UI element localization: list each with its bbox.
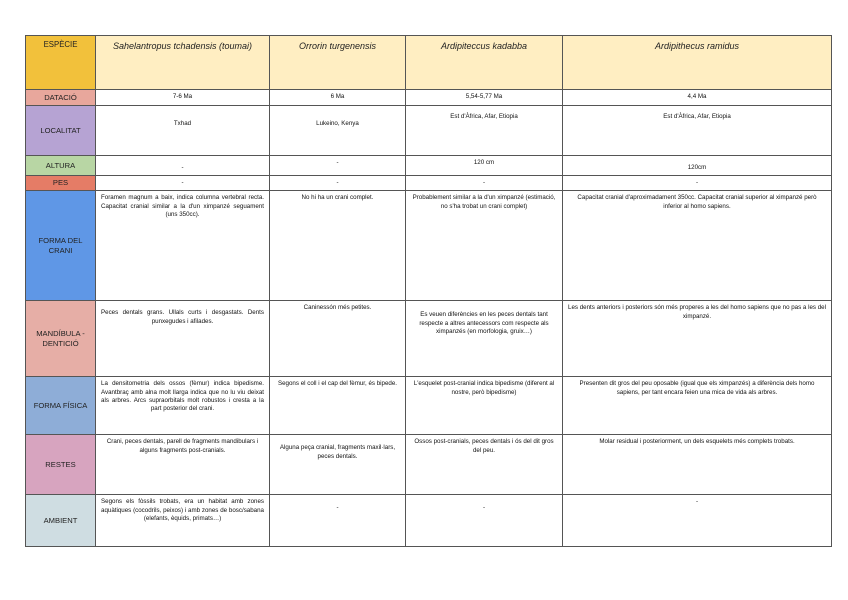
cell-localitat-ramidus: Est d'Àfrica, Afar, Etiopia: [563, 106, 832, 156]
header-species-orrorin: Orrorin turgenensis: [270, 36, 406, 90]
cell-localitat-sahelantropus: Txhad: [96, 106, 270, 156]
row-forma-fisica: [26, 377, 832, 435]
header-species-ardipithecus-kadabba: Ardipiteccus kadabba: [406, 36, 563, 90]
cell-restes-sahelantropus: Crani, peces dentals, parell de fragments mandibulars i alguns fragments post-cranials.: [96, 435, 270, 495]
header-species-sahelantropus: Sahelantropus tchadensis (toumai): [96, 36, 270, 90]
row-altura: [26, 156, 832, 176]
row-label-restes: RESTES: [26, 435, 96, 495]
row-pes: [26, 176, 832, 191]
row-label-mandibula: MANDÍBULA -DENTICIÓ: [26, 301, 96, 377]
cell-fisica-ramidus: Presenten dit gros del peu oposable (igual que els ximpanzés) a diferència dels homo sapiens, per tant encara feien una mica de vida als arbres.: [563, 377, 832, 435]
cell-fisica-sahelantropus: La densitometria dels ossos (fèmur) indica bipedisme. Avantbraç amb alna molt llarga indica que no lu viu deixat als arbres. Arcs supraorbitals molt robustos i cresta a la part posterior del crani.: [96, 377, 270, 435]
row-label-forma-fisica: FORMA FÍSICA: [26, 377, 96, 435]
row-label-datacio: DATACIÓ: [26, 90, 96, 106]
row-restes: [26, 435, 832, 495]
cell-restes-orrorin: Alguna peça cranial, fragments maxil·lars, peces dentals.: [270, 435, 406, 495]
row-label-localitat: LOCALITAT: [26, 106, 96, 156]
cell-mandibula-sahelantropus: Peces dentals grans. Ullals curts i desgastats. Dents punxegudes i afilades.: [96, 301, 270, 377]
cell-crani-orrorin: No hi ha un crani complet.: [270, 191, 406, 301]
cell-crani-kadabba: Probablement similar a la d'un ximpanzé (estimació, no s'ha trobat un crani complet): [406, 191, 563, 301]
cell-fisica-orrorin: Segons el coll i el cap del fèmur, és bipede.: [270, 377, 406, 435]
species-comparison-table: [25, 35, 832, 547]
cell-pes-orrorin: -: [270, 176, 406, 191]
cell-datacio-sahelantropus: 7-6 Ma: [96, 90, 270, 106]
cell-mandibula-orrorin: Caninessón més petites.: [270, 301, 406, 377]
row-label-altura: ALTURA: [26, 156, 96, 176]
cell-datacio-ramidus: 4,4 Ma: [563, 90, 832, 106]
row-ambient: [26, 495, 832, 547]
row-label-pes: PES: [26, 176, 96, 191]
cell-pes-sahelantropus: -: [96, 176, 270, 191]
cell-ambient-ramidus: -: [563, 495, 832, 547]
cell-crani-ramidus: Capacitat cranial d'aproximadament 350cc. Capacitat cranial superior al ximpanzé però inferior al homo sapiens.: [563, 191, 832, 301]
header-row: [26, 36, 832, 90]
cell-altura-kadabba: 120 cm: [406, 156, 563, 176]
cell-ambient-orrorin: -: [270, 495, 406, 547]
row-mandibula-denticio: [26, 301, 832, 377]
cell-restes-ramidus: Molar residual i posteriorment, un dels esquelets més complets trobats.: [563, 435, 832, 495]
row-label-ambient: AMBIENT: [26, 495, 96, 547]
row-label-forma-crani: FORMA DEL CRANI: [26, 191, 96, 301]
header-label-especie: ESPÈCIE: [26, 36, 96, 90]
cell-ambient-sahelantropus: Segons els fòssils trobats, era un habitat amb zones aquàtiques (cocodrils, peixos) i amb zones de bosc/sabana (elefants, èquids, primats…): [96, 495, 270, 547]
cell-mandibula-ramidus: Les dents anteriors i posteriors són més properes a les del homo sapiens que no pas a les del ximpanzé.: [563, 301, 832, 377]
header-species-ardipithecus-ramidus: Ardipithecus ramidus: [563, 36, 832, 90]
cell-datacio-orrorin: 6 Ma: [270, 90, 406, 106]
cell-crani-sahelantropus: Foramen magnum a baix, indica columna vertebral recta. Capacitat cranial similar a la d'un ximpanzé seguament (uns 350cc).: [96, 191, 270, 301]
cell-altura-orrorin: -: [270, 156, 406, 176]
cell-datacio-kadabba: 5,54-5,77 Ma: [406, 90, 563, 106]
cell-localitat-kadabba: Est d'Àfrica, Afar, Etiopia: [406, 106, 563, 156]
cell-pes-ramidus: -: [563, 176, 832, 191]
cell-fisica-kadabba: L'esquelet post-cranial indica bipedisme (diferent al nostre, però bipedisme): [406, 377, 563, 435]
cell-mandibula-kadabba: Es veuen diferències en les peces dentals tant respecte a altres antecessors com respecte als ximpanzés (en morfologia, gruix…): [406, 301, 563, 377]
cell-altura-sahelantropus: -: [96, 156, 270, 176]
cell-ambient-kadabba: -: [406, 495, 563, 547]
row-forma-crani: [26, 191, 832, 301]
cell-restes-kadabba: Ossos post-cranials, peces dentals i ós del dit gros del peu.: [406, 435, 563, 495]
row-datacio: [26, 90, 832, 106]
cell-localitat-orrorin: Lukeino, Kenya: [270, 106, 406, 156]
row-localitat: [26, 106, 832, 156]
cell-pes-kadabba: -: [406, 176, 563, 191]
cell-altura-ramidus: 120cm: [563, 156, 832, 176]
